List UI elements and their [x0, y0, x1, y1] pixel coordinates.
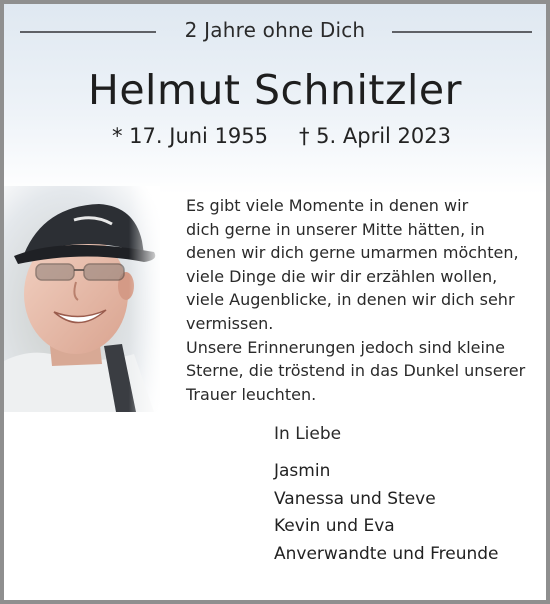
birth-date: * 17. Juni 1955: [112, 124, 269, 148]
poem-text: [186, 194, 536, 406]
mourner-name: Anverwandte und Freunde: [274, 543, 499, 564]
poem-line: Es gibt viele Momente in denen wir: [186, 196, 469, 215]
mourner-name: Jasmin: [274, 461, 331, 481]
obituary-card: [4, 4, 546, 600]
poem-line: Unsere Erinnerungen jedoch sind kleine: [186, 337, 505, 357]
poem-line: vermissen.: [186, 313, 274, 333]
poem-line: Sterne, die tröstend in das Dunkel unserer: [186, 361, 526, 381]
portrait-photo: [4, 186, 160, 412]
life-dates: [4, 124, 546, 154]
signoff: In Liebe: [274, 424, 342, 444]
poem-line: denen wir dich gerne umarmen möchten,: [186, 243, 519, 263]
portrait-illustration: [4, 186, 160, 412]
subtitle: 2 Jahre ohne Dich: [184, 18, 366, 42]
mourner-name: Kevin und Eva: [274, 516, 395, 537]
poem-line: dich gerne in unserer Mitte hätten, in: [186, 219, 485, 239]
poem-line: viele Augenblicke, in denen wir dich sehr: [186, 290, 515, 310]
mourners-list: [274, 458, 499, 568]
death-date: † 5. April 2023: [299, 124, 452, 148]
deceased-name: Helmut Schnitzler: [88, 66, 462, 114]
mourner-name: Vanessa und Steve: [274, 488, 436, 509]
poem-line: viele Dinge die wir dir erzählen wollen,: [186, 266, 498, 286]
poem-line: Trauer leuchten.: [186, 384, 317, 404]
